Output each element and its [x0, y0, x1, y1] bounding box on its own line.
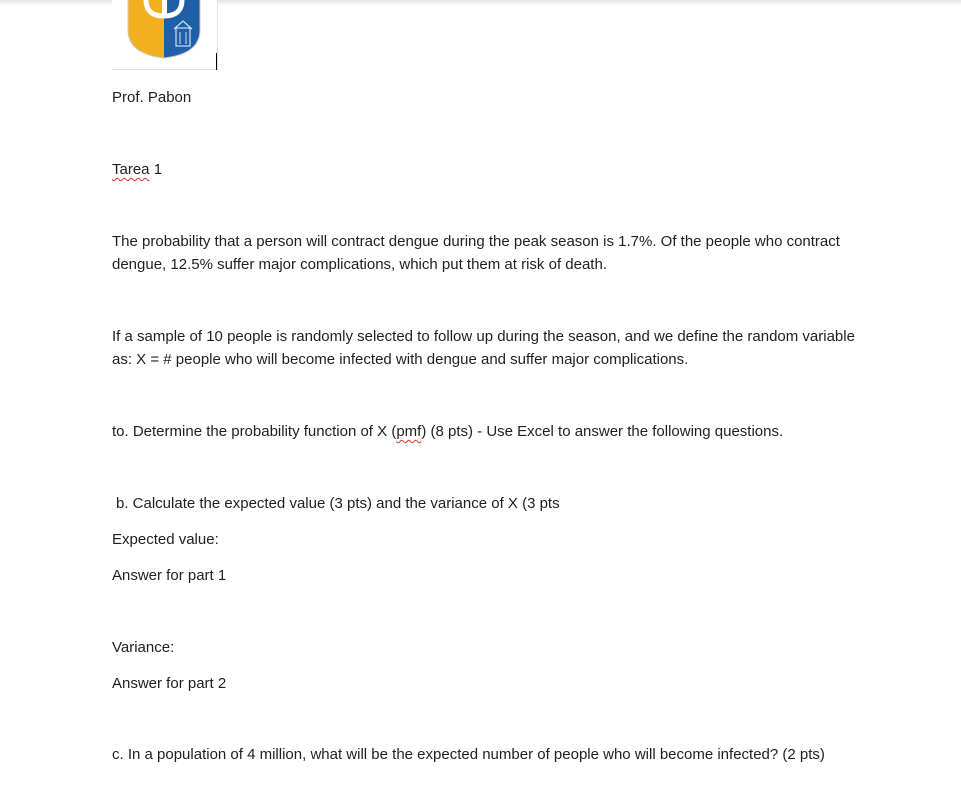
variance-label: Variance: [112, 639, 175, 656]
assignment-word: Tarea [112, 161, 150, 178]
part-a-text-after: ) (8 pts) - Use Excel to answer the following questions. [421, 423, 784, 440]
assignment-title [112, 158, 162, 181]
university-shield-logo-icon [126, 0, 202, 60]
part-a-pmf-word: pmf [396, 423, 422, 440]
expected-value-answer[interactable]: Answer for part 1 [112, 567, 227, 584]
text-cursor [216, 53, 217, 70]
variance-answer[interactable]: Answer for part 2 [112, 675, 227, 692]
expected-value-label: Expected value: [112, 531, 219, 548]
logo-image-frame[interactable] [112, 0, 218, 70]
professor-name: Prof. Pabon [112, 89, 192, 106]
part-b-question: b. Calculate the expected value (3 pts) and the variance of X (3 pts [116, 495, 560, 512]
part-c-question: c. In a population of 4 million, what will be the expected number of people who will become infected? (2 pts) [112, 746, 825, 763]
problem-intro: The probability that a person will contract dengue during the peak season is 1.7%. Of the people who contract dengue, 12.5% suffer major complications, which put them at risk of death. [112, 233, 840, 273]
assignment-number: 1 [153, 161, 163, 178]
part-a-text-before: to. Determine the probability function of X ( [112, 423, 397, 440]
part-a-question [112, 420, 783, 443]
problem-setup: If a sample of 10 people is randomly selected to follow up during the season, and we define the random variable as: X = # people who will become infected with dengue and suffer major complications. [112, 328, 855, 368]
